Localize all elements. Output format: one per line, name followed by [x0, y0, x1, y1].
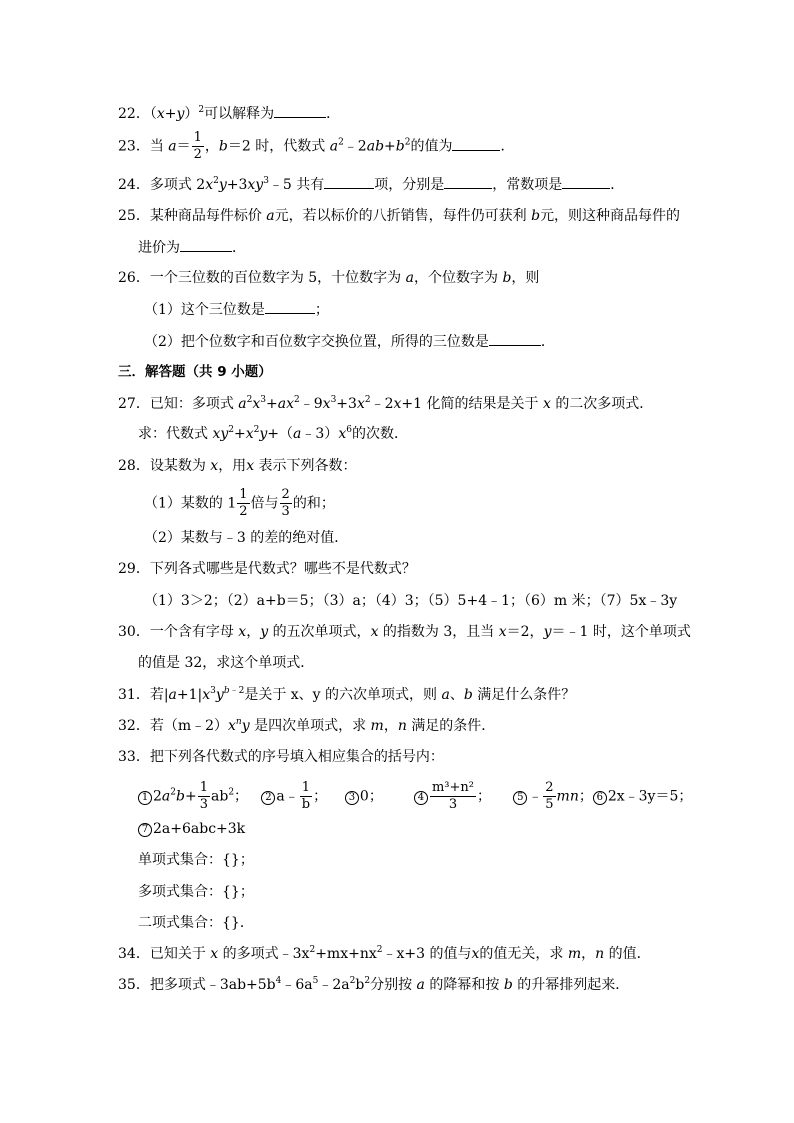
question-30: 30．一个含有字母 x，y 的五次单项式，x 的指数为 3，且当 x＝2，y＝﹣1 时，这个单项式	[118, 624, 691, 640]
question-27-line2: 求：代数式 $xy^2+x^2y+(a﹣3)x^6$的次数．	[138, 425, 408, 442]
question-28: 28．设某数为 x，用x 表示下列各数：	[118, 458, 357, 474]
fraction: $\frac{2}{3}$	[281, 487, 290, 519]
question-30-line2: 的值是 32，求这个单项式．	[138, 655, 315, 671]
question-23: 23．当 a＝ $\frac{1}{2}$ ，b＝2 时，代数式 $a^2﹣2ab+b^2$的值为 ．	[118, 130, 515, 162]
question-22: 22．$(x+y)^2$可以解释为 ．	[118, 105, 341, 122]
answer-blank[interactable]	[265, 299, 315, 314]
circled-number: 7	[138, 823, 152, 837]
circled-number: 3	[345, 791, 359, 805]
circled-number: 2	[261, 791, 275, 805]
question-33: 33．把下列各代数式的序号填入相应集合的括号内：	[118, 749, 444, 765]
question-28-sub1: （1）某数的 1 $\frac{1}{2}$ 倍与 $\frac{2}{3}$ 的和；	[144, 487, 335, 519]
fraction: $\frac{1}{3}$	[199, 780, 208, 812]
question-33-item7: 7 2a+6abc+3k	[138, 819, 245, 839]
answer-blank[interactable]	[562, 174, 610, 189]
fraction: $\frac{1}{2}$	[239, 487, 248, 519]
answer-blank[interactable]	[180, 237, 232, 252]
fraction: $\frac{1}{b}$	[301, 780, 311, 812]
question-35: 35．把多项式$﹣3ab+5b^4﹣6a^5﹣2a^2b^2$分别按 a 的降幂和按 b 的升幂排列起来．	[118, 976, 630, 993]
fraction: $\frac{2}{5}$	[545, 780, 554, 812]
question-25-line2: 进价为 ．	[138, 237, 246, 258]
set-binomial: 二项式集合：{}．	[138, 915, 254, 931]
answer-blank[interactable]	[452, 136, 500, 151]
circled-number: 4	[414, 791, 428, 805]
fraction: $\frac{\text{m³+n²}}{3}$	[431, 780, 474, 812]
question-32: 32．若$(m﹣2)x^ny$ 是四次单项式，求 m，n 满足的条件．	[118, 717, 496, 734]
question-26-sub1: （1）这个三位数是 ；	[144, 299, 329, 320]
answer-blank[interactable]	[489, 331, 541, 346]
question-25: 25．某种商品每件标价 a元，若以标价的八折销售，每件仍可获利 b元，则这种商品每件的	[118, 208, 681, 224]
circled-number: 5	[513, 791, 527, 805]
circled-number: 1	[138, 791, 152, 805]
fraction: $\frac{1}{2}$	[193, 130, 202, 162]
question-34: 34．已知关于 x 的多项式$﹣3x^2+mx+nx^2﹣x+3$ 的值与x的值无关，求 m，n 的值．	[118, 945, 651, 962]
question-33-items: 1 $2a^2b+$ $\frac{1}{3}$ $ab^2$； 2 a﹣ $\frac{1}{b}$ ； 3 0； 4 $\frac{\text{m³+n²}}{3}$ ； 5 ﹣ $\frac{2}{5}$ mn； 6 2x﹣3y＝5；	[138, 780, 692, 813]
question-26-sub2: （2）把个位数字和百位数字交换位置，所得的三位数是 ．	[144, 331, 555, 352]
question-29: 29．下列各式哪些是代数式？哪些不是代数式？	[118, 561, 416, 577]
question-26: 26．一个三位数的百位数字为 5，十位数字为 a，个位数字为 b，则	[118, 270, 540, 286]
answer-blank[interactable]	[444, 174, 492, 189]
question-24: 24．多项式 $2x^2y+3xy^3﹣5$ 共有 项，分别是 ，常数项是 ．	[118, 176, 625, 193]
question-28-sub2: （2）某数与﹣3 的差的绝对值．	[144, 530, 349, 546]
question-31: 31．若$|a+1|x^3y^{b﹣2}$是关于 x、y 的六次单项式，则 a、b 满足什么条件？	[118, 686, 576, 703]
set-polynomial: 多项式集合：{}；	[138, 884, 254, 900]
question-27: 27．已知：多项式 $a^2x^3+ax^2﹣9x^3+3x^2﹣2x+1$ 化简的结果是关于 x 的二次多项式．	[118, 395, 654, 412]
circled-number: 6	[593, 791, 607, 805]
question-29-items: （1）3＞2；（2）a+b＝5；（3）a；（4）3；（5）5+4﹣1；（6）m 米；（7）5x﹣3y	[144, 593, 678, 609]
section-heading: 三．解答题（共 9 小题）	[118, 364, 272, 380]
answer-blank[interactable]	[274, 103, 326, 118]
set-monomial: 单项式集合：{}；	[138, 852, 254, 868]
answer-blank[interactable]	[324, 174, 374, 189]
